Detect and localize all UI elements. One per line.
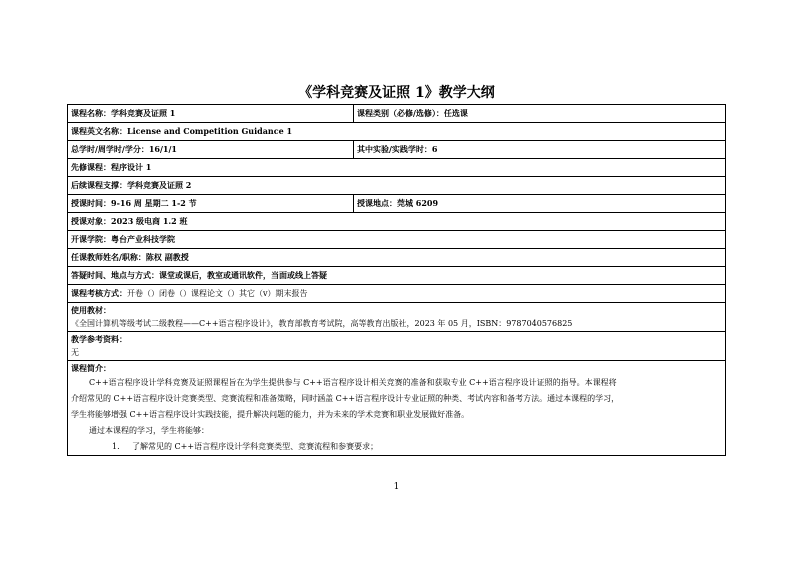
hours-value: 16/1/1 [148,144,177,154]
intro-line-4: 通过本课程的学习，学生将能够： [89,426,209,435]
assessment-label: 课程考核方式： [71,288,127,298]
row-english-name [68,123,725,141]
qa-label: 答疑时间、地点与方式： [71,270,159,280]
followup-label: 后续课程支撑： [71,180,127,190]
references-label: 教学参考资料： [71,334,127,344]
teacher-label: 任课教师姓名/职称： [71,252,146,262]
textbook-label: 使用教材： [71,305,111,315]
page-number: 1 [393,482,400,492]
location-value: 莞城 6209 [397,198,439,208]
course-name-label: 课程名称： [71,108,111,118]
english-name-value: License and Competition Guidance 1 [127,126,293,136]
qa-value: 课堂或课后，教室或通讯软件，当面或线上答疑 [159,270,327,280]
intro-line-1: C++语言程序设计学科竞赛及证照课程旨在为学生提供参与 C++语言程序设计相关竞赛的准备和获取专业 C++语言程序设计证照的指导。本课程将 [89,378,617,387]
followup-value: 学科竞赛及证照 2 [127,180,192,190]
row-course-name [68,105,725,123]
row-assessment [68,285,725,303]
teacher-value: 陈权 副教授 [145,252,189,262]
school-label: 开课学院： [71,234,111,244]
row-intro [68,361,725,455]
intro-line-2: 介绍常见的 C++语言程序设计竞赛类型、竞赛流程和准备策略，同时涵盖 C++语言程序设计专业证照的种类、考试内容和备考方法。通过本课程的学习， [71,394,620,403]
lab-hours-value: 6 [431,144,438,154]
row-textbook [68,303,725,332]
course-name-value: 学科竞赛及证照 1 [111,108,176,118]
textbook-value: 《全国计算机等级考试二级教程——C++语言程序设计》，教育部教育考试院，高等教育出版社，2023 年 05 月，ISBN：9787040576825 [71,319,573,328]
list-item-text: 了解常见的 C++语言程序设计学科竞赛类型、竞赛流程和参赛要求； [132,442,379,451]
intro-label: 课程简介： [71,363,111,373]
english-name-label: 课程英文名称： [71,126,127,136]
row-qa [68,267,725,285]
row-audience [68,213,725,231]
row-followup [68,177,725,195]
audience-value: 2023 级电商 1.2 班 [111,216,188,226]
row-school [68,231,725,249]
row-teacher [68,249,725,267]
list-item-number: 1. [112,442,120,451]
prereq-value: 程序设计 1 [111,162,152,172]
prereq-label: 先修课程： [71,162,111,172]
schedule-value: 9-16 周 星期二 1-2 节 [111,198,197,208]
schedule-label: 授课时间： [71,198,111,208]
row-schedule [68,195,725,213]
list-item [68,439,725,455]
school-value: 粤台产业科技学院 [111,234,175,244]
lab-hours-label: 其中实验/实践学时： [357,144,432,154]
course-type-value: 任选课 [443,108,468,118]
intro-paragraph [68,375,725,439]
assessment-value: 开卷（）闭卷（）课程论文（）其它（v）期末报告 [127,289,308,298]
intro-line-3: 学生将能够增强 C++语言程序设计实践技能，提升解决问题的能力，并为未来的学术竞赛和职业发展做好准备。 [71,410,470,419]
location-label: 授课地点： [357,198,397,208]
syllabus-table [67,104,726,456]
audience-label: 授课对象： [71,216,111,226]
row-prereq [68,159,725,177]
references-value: 无 [71,348,79,357]
course-type-label: 课程类别（必修/选修）： [357,108,444,118]
row-references [68,332,725,361]
page-title: 《学科竞赛及证照 1》教学大纲 [298,85,495,101]
row-hours [68,141,725,159]
hours-label: 总学时/周学时/学分： [71,144,149,154]
